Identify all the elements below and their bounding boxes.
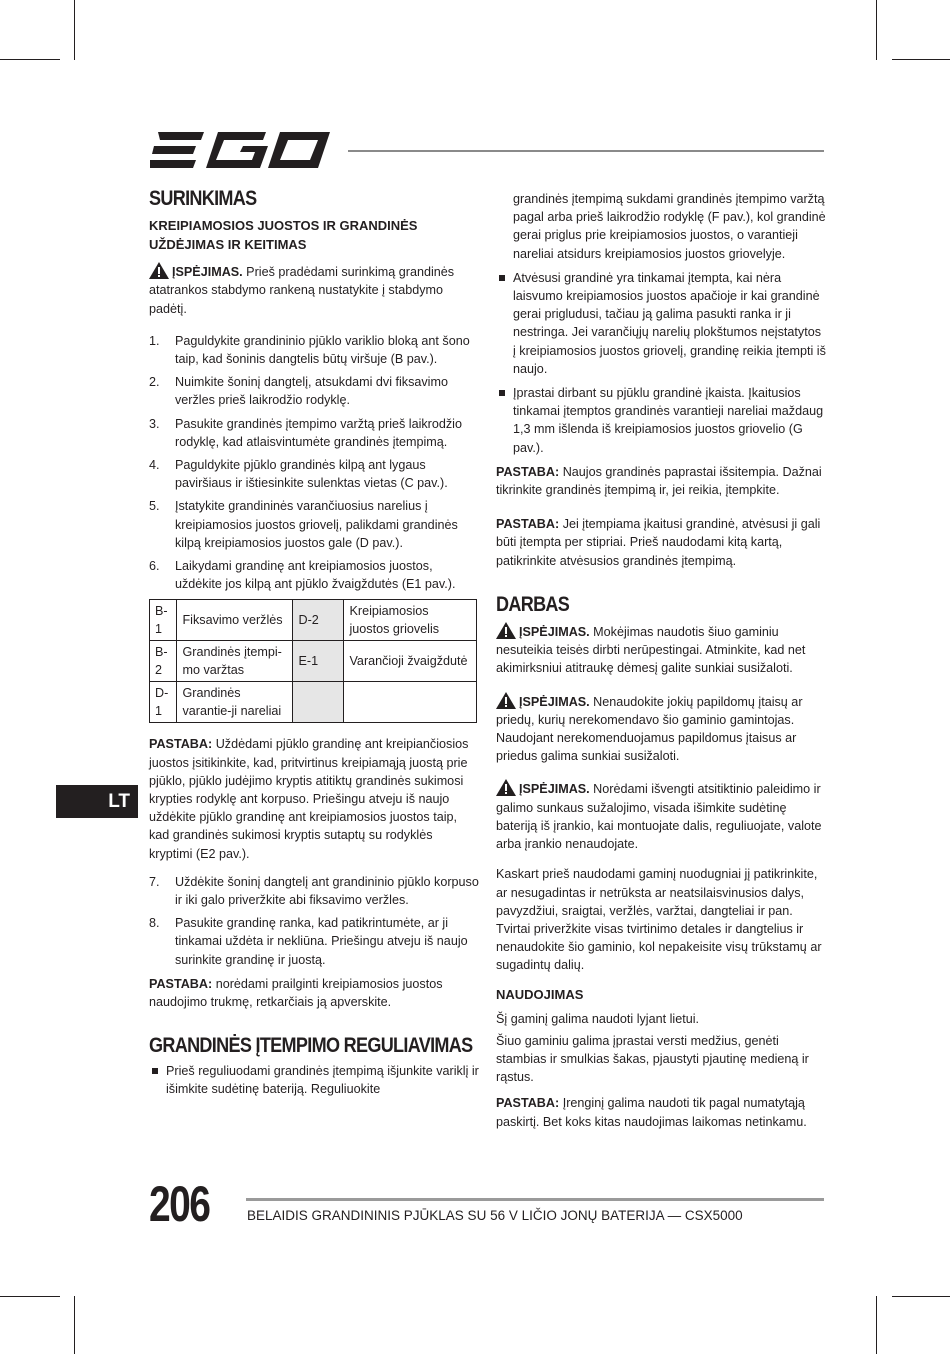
note-label: PASTABA: [149, 737, 213, 752]
note-label: PASTABA: [496, 1096, 560, 1111]
note-paragraph [496, 515, 826, 570]
bullet-text: Atvėsusi grandinė yra tinkamai įtempta, kai nėra laisvumo kreipiamosios juostos apačioje ir kai grandinė gerai prigludusi, tačiau ją galima pasukti ranka ir ji nestringa. Jei varančiųjų narelių plokštumos neįstatytos į kreipiamosios juostos griovelį, grandinę reikia įtempti iš naujo. [513, 270, 826, 376]
note-label: PASTABA: [496, 517, 560, 532]
footer-title: BELAIDIS GRANDININIS PJŪKLAS SU 56 V LIČIO JONŲ BATERIJA — CSX5000 [247, 1208, 743, 1223]
step-number: 3. [149, 416, 160, 431]
step-text: Paguldykite grandininio pjūklo variklio bloką ant šono taip, kad šoninis dangtelis būtų viršuje (B pav.). [175, 333, 470, 367]
list-item [149, 373, 479, 409]
warning-text: Norėdami išvengti atsitiktinio paleidimo ir galimo sunkaus sužalojimo, visada išimkite sudėtinę bateriją iš įrankio, kai montuojate dalis, reguliuojate, valote arba įrankio nenaudojate. [496, 782, 822, 852]
table-row [150, 600, 477, 641]
note-text: Įrenginį galima naudoti tik pagal numatytąją paskirtį. Bet koks kitas naudojimas laikomas netinkamu. [496, 1096, 807, 1129]
crop-mark [74, 1296, 75, 1354]
header-rule [348, 150, 824, 152]
warning-paragraph [496, 779, 826, 853]
step-text: Nuimkite šoninį dangtelį, atsukdami dvi fiksavimo veržles prieš laikrodžio rodyklę. [175, 375, 448, 408]
tension-bullets [496, 269, 826, 457]
subsection-title: NAUDOJIMAS [496, 986, 584, 1002]
warning-label: ĮSPĖJIMAS. [519, 782, 590, 797]
bullet-marker [499, 275, 505, 281]
step-number: 1. [149, 333, 160, 348]
note-label: PASTABA: [496, 464, 560, 479]
footer-rule [246, 1198, 824, 1201]
list-item [149, 873, 479, 909]
step-number: 5. [149, 499, 160, 514]
table-cell [344, 682, 477, 723]
note-text: Jei įtempiama įkaitusi grandinė, atvėsusi ji gali būti įtempta per stipriai. Prieš naudodami kitą kartą, patikrinkite atvėsusios grandinės įtempimą. [496, 517, 821, 568]
list-item [149, 415, 479, 451]
note-paragraph [149, 735, 479, 862]
table-cell: Varančioji žvaigždutė [344, 641, 477, 682]
crop-mark [0, 59, 60, 60]
note-text: norėdami prailginti kreipiamosios juostos naudojimo trukmę, retkarčiais ją apverskite. [149, 976, 443, 1010]
bullet-text: Įprastai dirbant su pjūklu grandinė įkaista. Įkaitusios tinkamai įtemptos grandinės varantieji nareliai maždaug 1,3 mm išlenda iš kreipiamosios juostos griovelio (G pav.). [513, 386, 824, 455]
table-cell: Kreipiamosios juostos griovelis [344, 600, 477, 641]
warning-text: Mokėjimas naudotis šiuo gaminiu nesuteikia teisės dirbti nerūpestingai. Atminkite, kad net akimirksniui atitraukę dėmesį galite sunkiai susižaloti. [496, 625, 806, 676]
warning-label: ĮSPĖJIMAS. [172, 265, 243, 280]
note-paragraph [149, 975, 479, 1011]
section-title: DARBAS [496, 592, 570, 616]
step-text: Laikydami grandinę ant kreipiamosios juostos, uždėkite jos kilpą ant pjūklo žvaigždutės (E1 pav.). [175, 559, 456, 592]
table-cell: D-1 [150, 682, 177, 723]
warning-icon [149, 262, 169, 279]
crop-mark [74, 0, 75, 60]
paragraph: Šiuo gaminiu galima įprastai versti medžius, genėti stambias ir smulkias šakas, pjaustyti pjautinę medieną ir rąstus. [496, 1033, 809, 1085]
bullet-marker [499, 390, 505, 396]
table-cell: Grandinės varantie-ji nareliai [177, 682, 293, 723]
assembly-steps-continued [149, 873, 479, 969]
table-cell: D-2 [293, 600, 344, 641]
table-row [150, 682, 477, 723]
bullet-marker [152, 1068, 158, 1074]
crop-mark [876, 1296, 877, 1354]
warning-paragraph [149, 262, 479, 318]
table-row [150, 641, 477, 682]
note-text: Naujos grandinės paprastai išsitempia. Dažnai tikrinkite grandinės įtempimą ir, jei reikia, įtempkite. [496, 464, 822, 498]
crop-mark [892, 59, 950, 60]
note-paragraph [496, 463, 826, 499]
step-number: 7. [149, 874, 160, 889]
paragraph: Kaskart prieš naudodami gaminį nuodugniai jį patikrinkite, ar nesugadintas ir netrūksta ar neatsilaisvinusios dalys, pavyzdžiui, sraigtai, veržlės, varžtai, dangteliai ir pan. Tvirtai priveržkite visas tvirtinimo detales ir dangtelius ir nenaudokite šio gaminio, kol nepakeisite visų trūkstamų ar sugadintų dalių. [496, 867, 822, 973]
step-text: Paguldykite pjūklo grandinės kilpą ant lygaus paviršiaus ir ištiesinkite sulenktas vietas (C pav.). [175, 458, 448, 491]
paragraph: grandinės įtempimą sukdami grandinės įtempimo varžtą pagal arba prieš laikrodžio rodyklę (F pav.), kol grandinė gerai priglus prie kreipiamosios juostos, o varantieji nareliai atsidurs kreipiamosios juostos griovelyje. [513, 192, 826, 261]
crop-mark [0, 1296, 60, 1297]
table-cell: B-1 [150, 600, 177, 641]
table-cell: Grandinės įtempi-mo varžtas [177, 641, 293, 682]
note-label: PASTABA: [149, 976, 213, 991]
list-item [496, 269, 826, 378]
language-tab: LT [56, 785, 138, 818]
list-item [149, 557, 479, 593]
step-text: Pasukite grandinę ranka, kad patikrintumėte, ar ji tinkamai uždėta ir nekliūna. Priešingu atveju iš naujo surinkite grandinę ir juostą. [175, 916, 468, 967]
warning-paragraph [496, 692, 826, 766]
list-item [149, 914, 479, 969]
step-number: 2. [149, 375, 160, 390]
note-paragraph [496, 1094, 826, 1130]
step-number: 6. [149, 559, 160, 574]
section-title: GRANDINĖS ĮTEMPIMO REGULIAVIMAS [149, 1034, 473, 1058]
step-text: Uždėkite šoninį dangtelį ant grandininio pjūklo korpuso ir iki galo priveržkite abi fiksavimo veržles. [175, 874, 479, 908]
list-item [149, 456, 479, 492]
section-title: SURINKIMAS [149, 187, 257, 210]
step-text: Įstatykite grandininės varančiuosius narelius į kreipiamosios juostos griovelį, palikdami grandinės kilpą kreipiamosios juostos gale (D pav.). [175, 499, 458, 550]
list-item [496, 384, 826, 457]
crop-mark [876, 0, 877, 60]
warning-icon [496, 779, 516, 796]
warning-label: ĮSPĖJIMAS. [519, 625, 590, 640]
list-item [149, 332, 479, 368]
table-cell: E-1 [293, 641, 344, 682]
paragraph: Šį gaminį galima naudoti lyjant lietui. [496, 1011, 700, 1026]
step-number: 8. [149, 916, 160, 931]
list-item [149, 1062, 479, 1098]
warning-label: ĮSPĖJIMAS. [519, 694, 590, 709]
list-item [149, 497, 479, 552]
crop-mark [892, 1296, 950, 1297]
warning-text: Nenaudokite jokių papildomų įtaisų ar priedų, kurių nerekomendavo šio gaminio gamintojas. Naudojant nerekomenduojamus papildomus įtaisus ar priedus galima sunkiai susižaloti. [496, 694, 803, 764]
table-cell: B-2 [150, 641, 177, 682]
warning-paragraph [496, 622, 826, 678]
page-number: 206 [149, 1176, 210, 1232]
parts-legend-table [149, 599, 477, 723]
step-number: 4. [149, 458, 160, 473]
subsection-title: KREIPIAMOSIOS JUOSTOS IR GRANDINĖS UŽDĖJIMAS IR KEITIMAS [149, 218, 418, 253]
tension-bullets [149, 1062, 479, 1098]
table-cell: Fiksavimo veržlės [177, 600, 293, 641]
ego-logo [148, 128, 332, 172]
warning-icon [496, 692, 516, 709]
table-cell [293, 682, 344, 723]
step-text: Pasukite grandinės įtempimo varžtą prieš laikrodžio rodyklę, kad atlaisvintumėte grandinės įtempimą. [175, 416, 462, 449]
warning-text: Prieš pradėdami surinkimą grandinės atatrankos stabdymo rankeną nustatykite į stabdymo padėtį. [149, 265, 455, 316]
note-text: Uždėdami pjūklo grandinę ant kreipiančiosios juostos įsitikinkite, kad, pritvirtinus kreipiamąją juostą prie pjūklo, pjūklo judėjimo kryptis atitiktų grandinės sukimosi krypties rodyklę ant korpuso. Priešingu atveju iš naujo uždėkite pjūklo grandinę ant kreipiamosios juostos taip, kad grandinės sukimosi kryptis sutaptų su rodyklės kryptimi (E2 pav.). [149, 737, 469, 861]
right-column [496, 190, 826, 1139]
bullet-text: Prieš reguliuodami grandinės įtempimą išjunkite variklį ir išimkite sudėtinę bateriją. Reguliuokite [166, 1063, 479, 1096]
warning-icon [496, 622, 516, 639]
left-column [149, 187, 479, 1104]
assembly-steps [149, 332, 479, 594]
